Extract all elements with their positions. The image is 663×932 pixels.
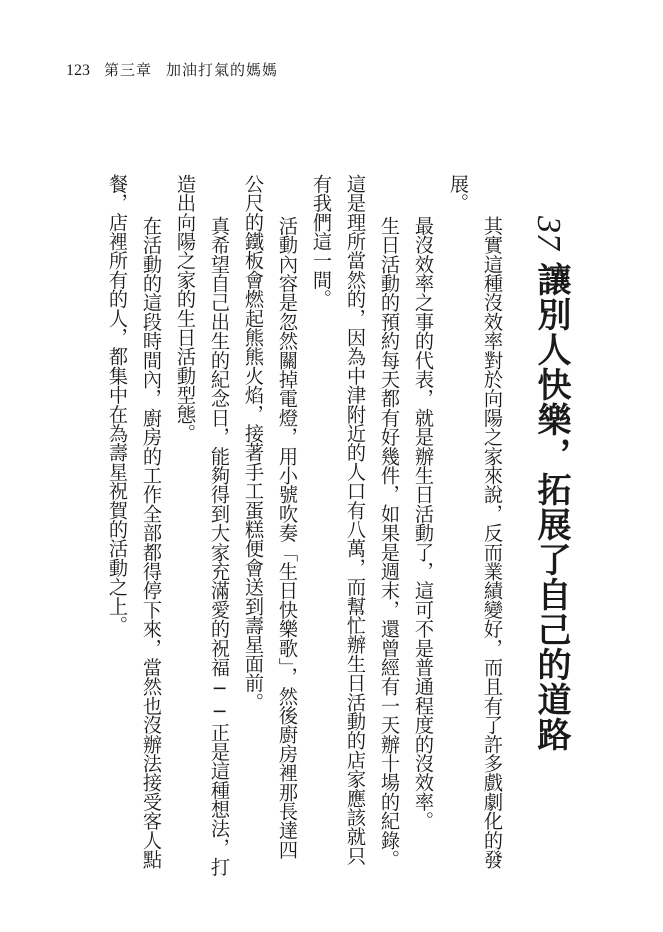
- page-number: 123: [66, 62, 90, 79]
- body-line: 展。: [447, 174, 470, 213]
- chapter-title: 加油打氣的媽媽: [166, 61, 279, 79]
- body-line: 餐，店裡所有的人，都集中在為壽星祝賀的活動之上。: [106, 174, 129, 635]
- body-line: 生日活動的預約每天都有好幾件，如果是週末，還曾經有一天辦十場的紀錄。: [378, 216, 401, 869]
- running-header: [66, 59, 278, 80]
- body-line: 真希望自己出生的紀念日，能夠得到大家充滿愛的祝福──正是這種想法，打: [208, 216, 231, 877]
- body-line: 公尺的鐵板會燃起熊熊火焰，接著手工蛋糕便會送到壽星面前。: [242, 174, 265, 712]
- section-number: 37: [530, 216, 567, 250]
- chapter-label: 第三章: [104, 61, 153, 79]
- body-line: 有我們這一間。: [310, 174, 333, 309]
- body-line: 活動內容是忽然關掉電燈，用小號吹奏「生日快樂歌」，然後廚房裡那長達四: [276, 216, 299, 860]
- body-line: 造出向陽之家的生日活動型態。: [174, 174, 197, 443]
- section-title: 讓別人快樂，拓展了自己的道路: [531, 262, 571, 752]
- body-line: 最沒效率之事的代表，就是辦生日活動了，這可不是普通程度的沒效率。: [412, 216, 435, 831]
- body-line: 其實這種沒效率對於向陽之家來說，反而業績變好，而且有了許多戲劇化的發: [481, 216, 504, 869]
- body-line: 這是理所當然的，因為中津附近的人口有八萬，而幫忙辦生日活動的店家應該就只: [344, 174, 367, 866]
- body-line: 在活動的這段時間內，廚房的工作全部都得停下來，當然也沒辦法接受客人點: [140, 216, 163, 869]
